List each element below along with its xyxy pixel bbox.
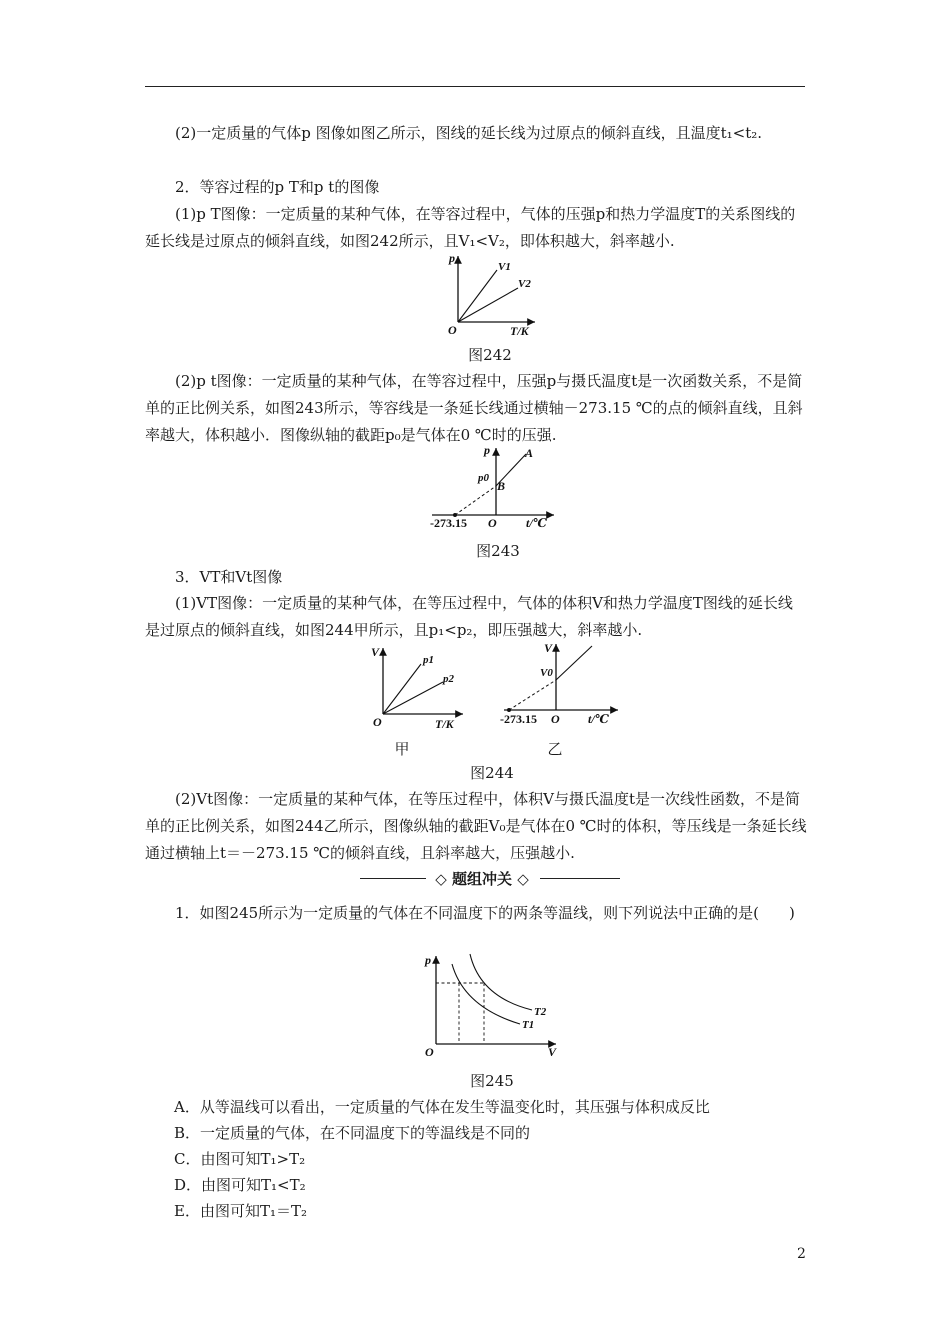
v0-label: V0	[540, 667, 553, 679]
curve-label-t2: T2	[534, 1006, 547, 1018]
x-axis-label: t/℃	[588, 712, 610, 726]
intercept-label: -273.15	[430, 516, 467, 530]
p0-label: p0	[478, 472, 489, 484]
figure-244-caption: 图244	[470, 764, 514, 782]
isobar-p2	[383, 682, 443, 714]
origin-label: O	[425, 1045, 434, 1059]
page-number: 2	[797, 1246, 806, 1262]
figure-244-left-V-T-graph	[365, 644, 475, 734]
isochore-v1	[458, 270, 497, 322]
y-axis-label: V	[371, 645, 380, 659]
section-rule-right	[540, 878, 620, 879]
line-label-v1: V1	[498, 261, 511, 273]
heading-isochoric-graphs: 2．等容过程的p T和p t的图像	[175, 178, 380, 196]
option-a: A．从等温线可以看出，一定质量的气体在发生等温变化时，其压强与体积成反比	[174, 1098, 710, 1116]
origin-label: O	[373, 715, 382, 729]
isobar-p1	[383, 664, 421, 714]
option-d: D．由图可知T₁<T₂	[174, 1176, 306, 1194]
origin-label: O	[448, 323, 457, 337]
figure-242-p-T-graph	[440, 250, 550, 340]
intercept-label: -273.15	[500, 712, 537, 726]
isobar-line	[556, 646, 592, 680]
paragraph-p-t-graph: (2)p t图像：一定质量的某种气体，在等容过程中，压强p与摄氏温度t是一次函数关系，不是简单的正比例关系，如图243所示，等容线是一条延长线通过横轴－273.15 ℃的点的倾斜直线，且斜率越大，体积越小．图像纵轴的截距p₀是气体在0 ℃时的压强.	[145, 372, 803, 444]
section-title: ◇ 题组冲关 ◇	[435, 870, 529, 888]
section-rule-left	[360, 878, 426, 879]
origin-label: O	[488, 516, 497, 530]
isotherm-t2	[470, 954, 532, 1010]
figure-243-p-t-graph	[428, 446, 568, 536]
point-a-label: A	[525, 446, 534, 460]
curve-label-t1: T1	[522, 1019, 535, 1031]
y-axis-label: p	[425, 953, 431, 967]
question-1: 1．如图245所示为一定质量的气体在不同温度下的两条等温线，则下列说法中正确的是( )	[175, 904, 795, 922]
figure-245-caption: 图245	[470, 1072, 514, 1090]
x-axis-label: T/K	[510, 324, 529, 338]
figure-243-caption: 图243	[476, 542, 520, 560]
y-axis-label: p	[449, 251, 455, 265]
option-c: C．由图可知T₁>T₂	[174, 1150, 306, 1168]
line-label-v2: V2	[518, 278, 531, 290]
paragraph-V-T-graph: (1)VT图像：一定质量的某种气体，在等压过程中，气体的体积V和热力学温度T图线的延长线是过原点的倾斜直线，如图244甲所示，且p₁<p₂，即压强越大，斜率越小.	[145, 594, 793, 639]
section-header	[330, 868, 630, 890]
figure-244-right-caption: 乙	[547, 740, 563, 758]
figure-242-caption: 图242	[468, 346, 512, 364]
header-rule	[145, 86, 805, 87]
extension-dashed	[509, 680, 556, 710]
point-b-label: B	[497, 479, 506, 493]
line-label-p1: p1	[423, 654, 434, 666]
y-axis-label: V	[544, 641, 553, 655]
paragraph-V-t-graph: (2)Vt图像：一定质量的某种气体，在等压过程中，体积V与摄氏温度t是一次线性函数，不是简单的正比例关系，如图244乙所示，图像纵轴的截距V₀是气体在0 ℃时的体积，等压线是一条延长线通过横轴上t＝－273.15 ℃的倾斜直线，且斜率越大，压强越小.	[145, 790, 807, 862]
isotherm-t1	[452, 964, 520, 1024]
x-axis-label: V	[548, 1045, 557, 1059]
x-axis-label: T/K	[435, 717, 454, 731]
heading-VT-Vt-graphs: 3．VT和Vt图像	[175, 568, 283, 586]
paragraph-p-T-graph: (1)p T图像：一定质量的某种气体，在等容过程中，气体的压强p和热力学温度T的关系图线的延长线是过原点的倾斜直线，如图242所示，且V₁<V₂，即体积越大，斜率越小.	[145, 205, 796, 250]
option-b: B．一定质量的气体，在不同温度下的等温线是不同的	[174, 1124, 531, 1142]
extension-dashed	[455, 486, 496, 515]
paragraph-p-graph-temperature: (2)一定质量的气体p 图像如图乙所示，图线的延长线为过原点的倾斜直线，且温度t₁<t₂.	[175, 124, 763, 142]
y-axis-label: p	[484, 446, 490, 457]
option-e: E．由图可知T₁＝T₂	[174, 1202, 307, 1220]
x-axis-label: t/℃	[526, 516, 548, 530]
line-label-p2: p2	[443, 673, 454, 685]
figure-244-left-caption: 甲	[394, 740, 410, 758]
figure-244-right-V-t-graph	[500, 640, 625, 730]
figure-245-isotherms	[420, 952, 565, 1062]
origin-label: O	[551, 712, 560, 726]
isochore-v2	[458, 288, 518, 322]
